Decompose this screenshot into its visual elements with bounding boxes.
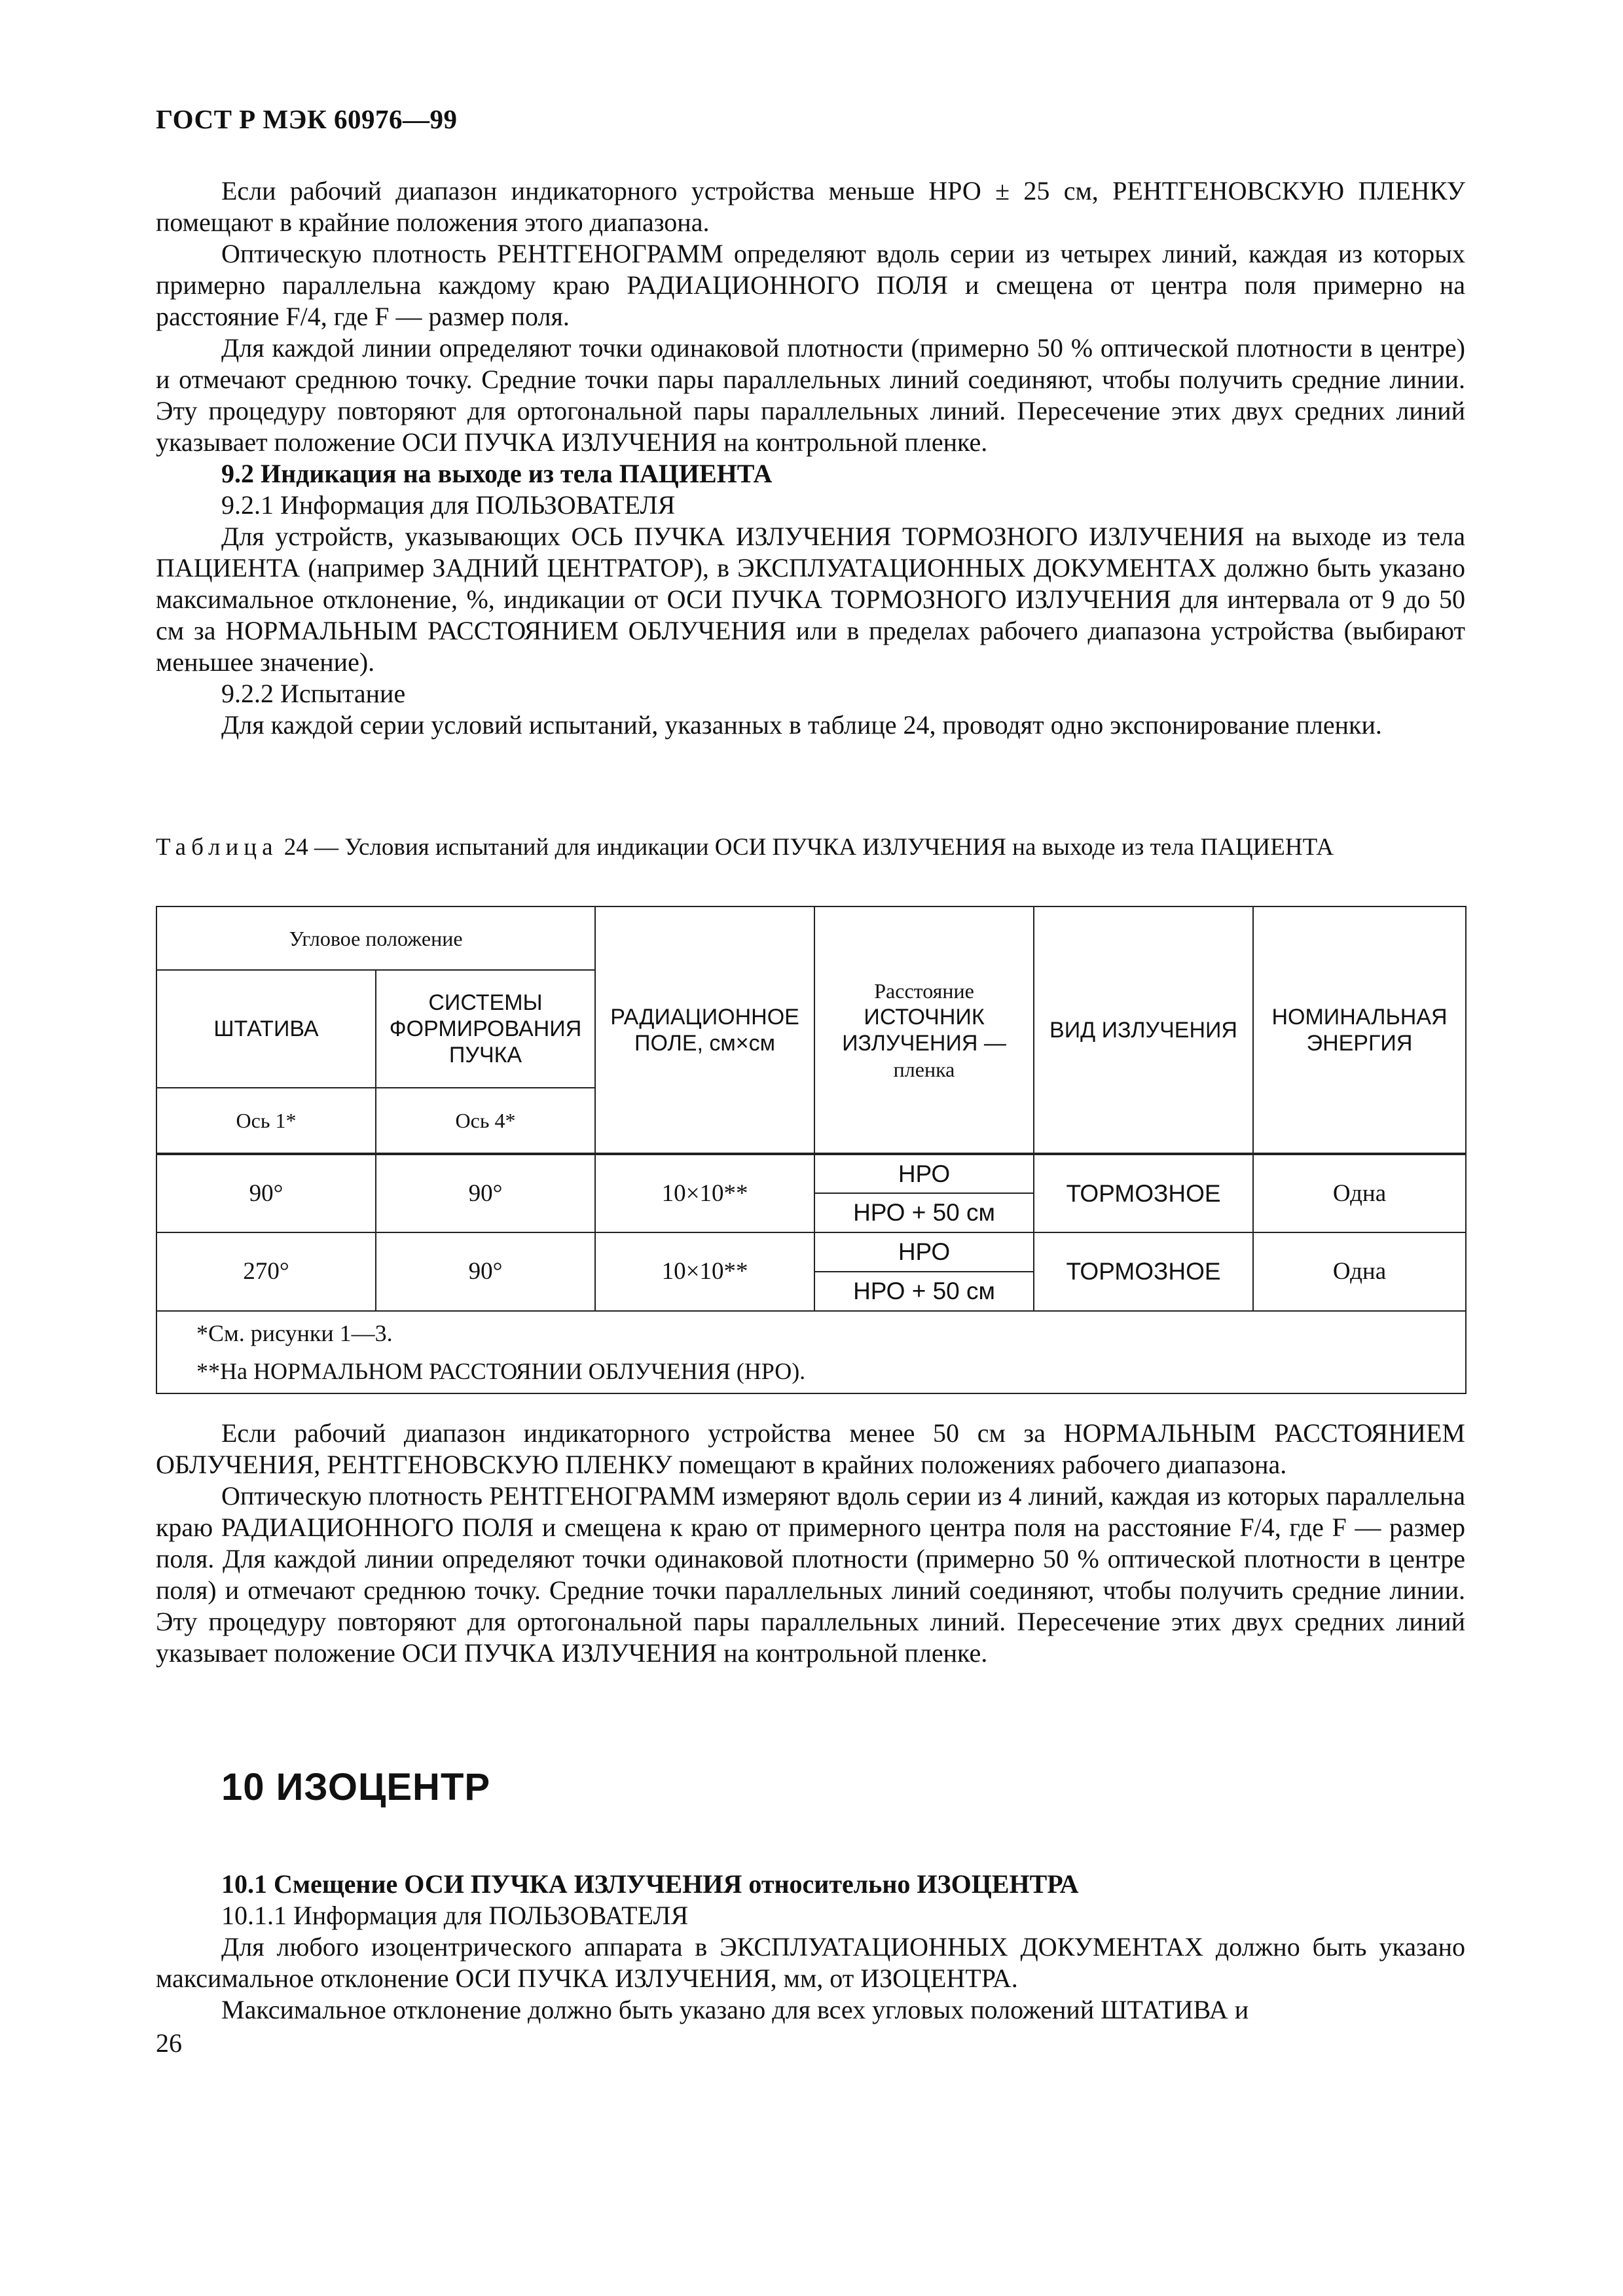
subsection-heading-9-2-2: 9.2.2 Испытание	[221, 679, 406, 708]
cell-field: 10×10**	[595, 1232, 814, 1311]
table-caption-text: 24 — Условия испытаний для индикации ОСИ ПУЧКА ИЗЛУЧЕНИЯ на выходе из тела ПАЦИЕНТА	[278, 834, 1334, 861]
table-caption-label: Таблица	[156, 834, 278, 861]
document-header: ГОСТ Р МЭК 60976—99	[156, 104, 458, 134]
cell-energy: Одна	[1253, 1154, 1466, 1232]
table-row	[156, 1154, 1466, 1193]
page-number: 26	[156, 2028, 182, 2058]
intro-text	[156, 175, 1465, 741]
header-beam-system: СИСТЕМЫ ФОРМИРОВАНИЯ ПУЧКА	[376, 970, 595, 1088]
cell-type: ТОРМОЗНОЕ	[1034, 1232, 1253, 1311]
cell-distance: НРО	[814, 1232, 1034, 1272]
section-heading-10: 10 ИЗОЦЕНТР	[221, 1766, 491, 1808]
cell-system: 90°	[376, 1154, 595, 1232]
cell-energy: Одна	[1253, 1232, 1466, 1311]
header-distance-line3: пленка	[893, 1057, 955, 1081]
footnote-2: **На НОРМАЛЬНОМ РАССТОЯНИИ ОБЛУЧЕНИЯ (НРО).	[196, 1358, 806, 1384]
isocenter-text	[156, 1869, 1465, 2026]
cell-distance: НРО	[814, 1154, 1034, 1193]
cell-system: 90°	[376, 1232, 595, 1311]
header-stand: ШТАТИВА	[156, 970, 376, 1088]
header-axis-1: Ось 1*	[156, 1088, 376, 1154]
cell-stand: 90°	[156, 1154, 376, 1232]
cell-distance: НРО + 50 см	[814, 1272, 1034, 1311]
paragraph: Для любого изоцентрического аппарата в ЭКСПЛУАТАЦИОННЫХ ДОКУМЕНТАХ должно быть указано максимальное отклонение ОСИ ПУЧКА ИЗЛУЧЕНИЯ, мм, от ИЗОЦЕНТРА.	[156, 1932, 1465, 1993]
paragraph: Оптическую плотность РЕНТГЕНОГРАММ измеряют вдоль серии из 4 линий, каждая из которых параллельна краю РАДИАЦИОННОГО ПОЛЯ и смещена к краю от примерного центра поля на расстояние F/4, где F — размер поля. Для каждой линии определяют точки одинаковой плотности (примерно 50 % оптической плотности в центре поля) и отмечают среднюю точку. Средние точки параллельных линий соединяют, чтобы получить средние линии. Эту процедуру повторяют для ортогональной пары параллельных линий. Пересечение этих двух средних линий указывает положение ОСИ ПУЧКА ИЗЛУЧЕНИЯ на контрольной пленке.	[156, 1481, 1465, 1668]
header-nominal-energy: НОМИНАЛЬНАЯ ЭНЕРГИЯ	[1253, 906, 1466, 1154]
paragraph: Максимальное отклонение должно быть указано для всех угловых положений ШТАТИВА и	[221, 1995, 1249, 2024]
paragraph: Если рабочий диапазон индикаторного устройства меньше НРО ± 25 см, РЕНТГЕНОВСКУЮ ПЛЕНКУ помещают в крайние положения этого диапазона.	[156, 176, 1465, 237]
paragraph: Для каждой серии условий испытаний, указанных в таблице 24, проводят одно экспонирование пленки.	[221, 710, 1382, 740]
paragraph: Для устройств, указывающих ОСЬ ПУЧКА ИЗЛУЧЕНИЯ ТОРМОЗНОГО ИЗЛУЧЕНИЯ на выходе из тела ПАЦИЕНТА (например ЗАДНИЙ ЦЕНТРАТОР), в ЭКСПЛУАТАЦИОННЫХ ДОКУМЕНТАХ должно быть указано максимальное отклонение, %, индикации от ОСИ ПУЧКА ТОРМОЗНОГО ИЗЛУЧЕНИЯ для интервала от 9 до 50 см за НОРМАЛЬНЫМ РАССТОЯНИЕМ ОБЛУЧЕНИЯ или в пределах рабочего диапазона устройства (выбирают меньшее значение).	[156, 522, 1465, 677]
cell-type: ТОРМОЗНОЕ	[1034, 1154, 1253, 1232]
cell-field: 10×10**	[595, 1154, 814, 1232]
paragraph: Оптическую плотность РЕНТГЕНОГРАММ определяют вдоль серии из четырех линий, каждая из которых примерно параллельна каждому краю РАДИАЦИОННОГО ПОЛЯ и смещена от центра поля примерно на расстояние F/4, где F — размер поля.	[156, 239, 1465, 331]
section-heading-9-2: 9.2 Индикация на выходе из тела ПАЦИЕНТА	[221, 459, 773, 488]
paragraph: Для каждой линии определяют точки одинаковой плотности (примерно 50 % оптической плотности в центре) и отмечают среднюю точку. Средние точки пары параллельных линий соединяют, чтобы получить средние линии. Эту процедуру повторяют для ортогональной пары параллельных линий. Пересечение этих двух средних линий указывает положение ОСИ ПУЧКА ИЗЛУЧЕНИЯ на контрольной пленке.	[156, 333, 1465, 457]
header-distance-line2: ИСТОЧНИК ИЗЛУЧЕНИЯ —	[842, 1004, 1006, 1056]
after-table-text	[156, 1418, 1465, 1669]
section-heading-10-1: 10.1 Смещение ОСИ ПУЧКА ИЗЛУЧЕНИЯ относительно ИЗОЦЕНТРА	[221, 1869, 1079, 1899]
subsection-heading-10-1-1: 10.1.1 Информация для ПОЛЬЗОВАТЕЛЯ	[221, 1901, 689, 1930]
conditions-table	[156, 906, 1467, 1394]
table-footnotes	[156, 1311, 1466, 1393]
cell-distance: НРО + 50 см	[814, 1193, 1034, 1232]
cell-stand: 270°	[156, 1232, 376, 1311]
header-distance	[814, 906, 1034, 1154]
footnote-1: *См. рисунки 1—3.	[196, 1320, 393, 1346]
table-caption	[156, 833, 1465, 862]
subsection-heading-9-2-1: 9.2.1 Информация для ПОЛЬЗОВАТЕЛЯ	[221, 490, 676, 520]
header-radiation-field: РАДИАЦИОННОЕ ПОЛЕ, см×см	[595, 906, 814, 1154]
header-angular-position: Угловое положение	[156, 906, 595, 970]
paragraph: Если рабочий диапазон индикаторного устройства менее 50 см за НОРМАЛЬНЫМ РАССТОЯНИЕМ ОБЛУЧЕНИЯ, РЕНТГЕНОВСКУЮ ПЛЕНКУ помещают в крайних положениях рабочего диапазона.	[156, 1418, 1465, 1479]
header-distance-line1: Расстояние	[874, 978, 974, 1003]
table-row	[156, 1232, 1466, 1272]
header-axis-4: Ось 4*	[376, 1088, 595, 1154]
header-radiation-type: ВИД ИЗЛУЧЕНИЯ	[1034, 906, 1253, 1154]
